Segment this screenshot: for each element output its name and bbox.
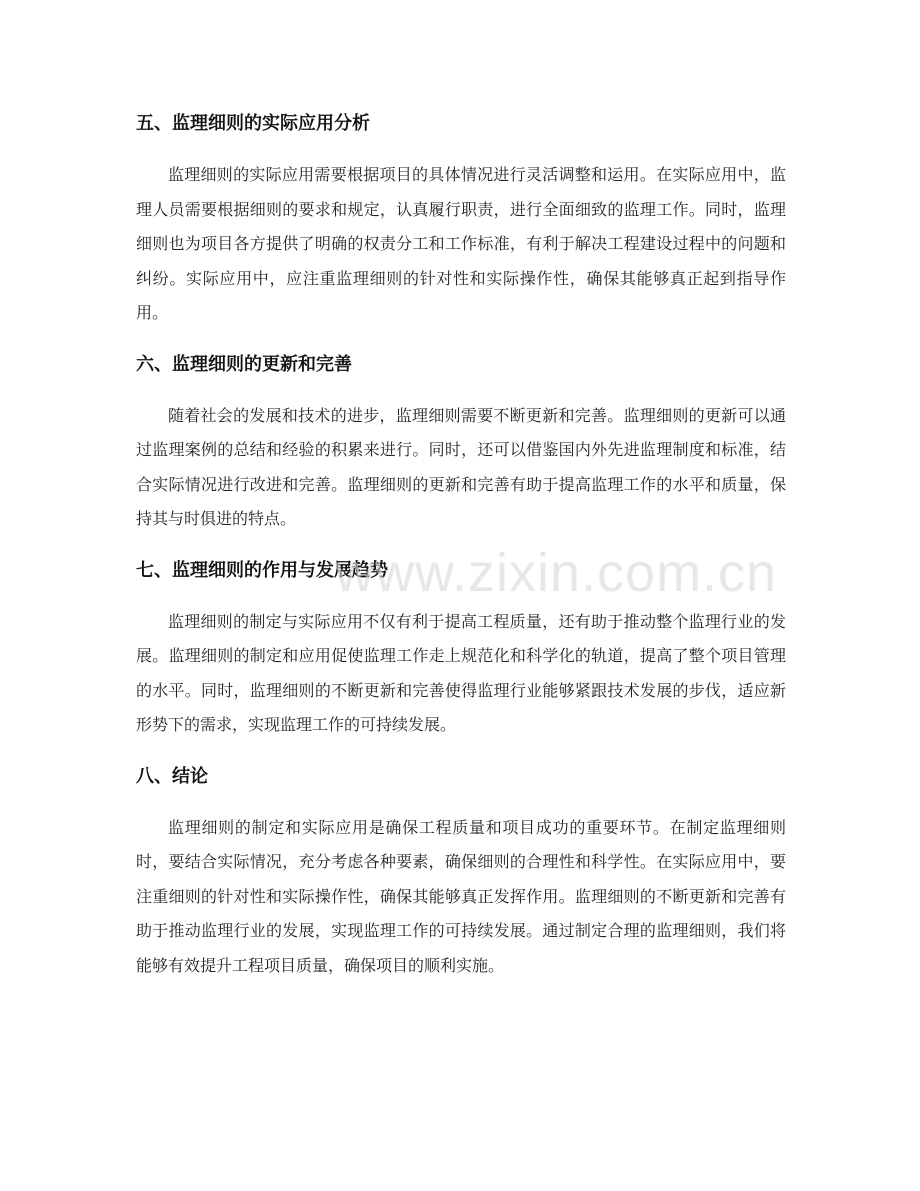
section-8 (136, 759, 786, 984)
section-heading: 八、结论 (136, 765, 208, 787)
section-5 (136, 106, 786, 331)
section-6 (136, 347, 786, 537)
section-paragraph: 监理细则的实际应用需要根据项目的具体情况进行灵活调整和运用。在实际应用中，监理人员需要根据细则的要求和规定，认真履行职责，进行全面细致的监理工作。同时，监理细则也为项目各方提供了明确的权责分工和工作标准，有利于解决工程建设过程中的问题和纠纷。实际应用中，应注重监理细则的针对性和实际操作性，确保其能够真正起到指导作用。 (136, 165, 786, 322)
watermark: www.zixin.com.cn (335, 543, 778, 603)
section-heading: 五、监理细则的实际应用分析 (136, 113, 370, 134)
section-7 (136, 553, 786, 743)
section-paragraph: 随着社会的发展和技术的进步，监理细则需要不断更新和完善。监理细则的更新可以通过监理案例的总结和经验的积累来进行。同时，还可以借鉴国内外先进监理制度和标准，结合实际情况进行改进和完善。监理细则的更新和完善有助于提高监理工作的水平和质量，保持其与时俱进的特点。 (136, 405, 786, 528)
section-heading: 六、监理细则的更新和完善 (136, 353, 352, 375)
section-paragraph: 监理细则的制定和实际应用是确保工程质量和项目成功的重要环节。在制定监理细则时，要结合实际情况，充分考虑各种要素，确保细则的合理性和科学性。在实际应用中，要注重细则的针对性和实际操作性，确保其能够真正发挥作用。监理细则的不断更新和完善有助于推动监理行业的发展，实现监理工作的可持续发展。通过制定合理的监理细则，我们将能够有效提升工程项目质量，确保项目的顺利实施。 (136, 817, 786, 975)
section-heading: 七、监理细则的作用与发展趋势 (136, 559, 388, 581)
section-paragraph: 监理细则的制定与实际应用不仅有利于提高工程质量，还有助于推动整个监理行业的发展。监理细则的制定和应用促使监理工作走上规范化和科学化的轨道，提高了整个项目管理的水平。同时，监理细则的不断更新和完善使得监理行业能够紧跟技术发展的步伐，适应新形势下的需求，实现监理工作的可持续发展。 (136, 611, 786, 734)
document-body (136, 106, 786, 999)
